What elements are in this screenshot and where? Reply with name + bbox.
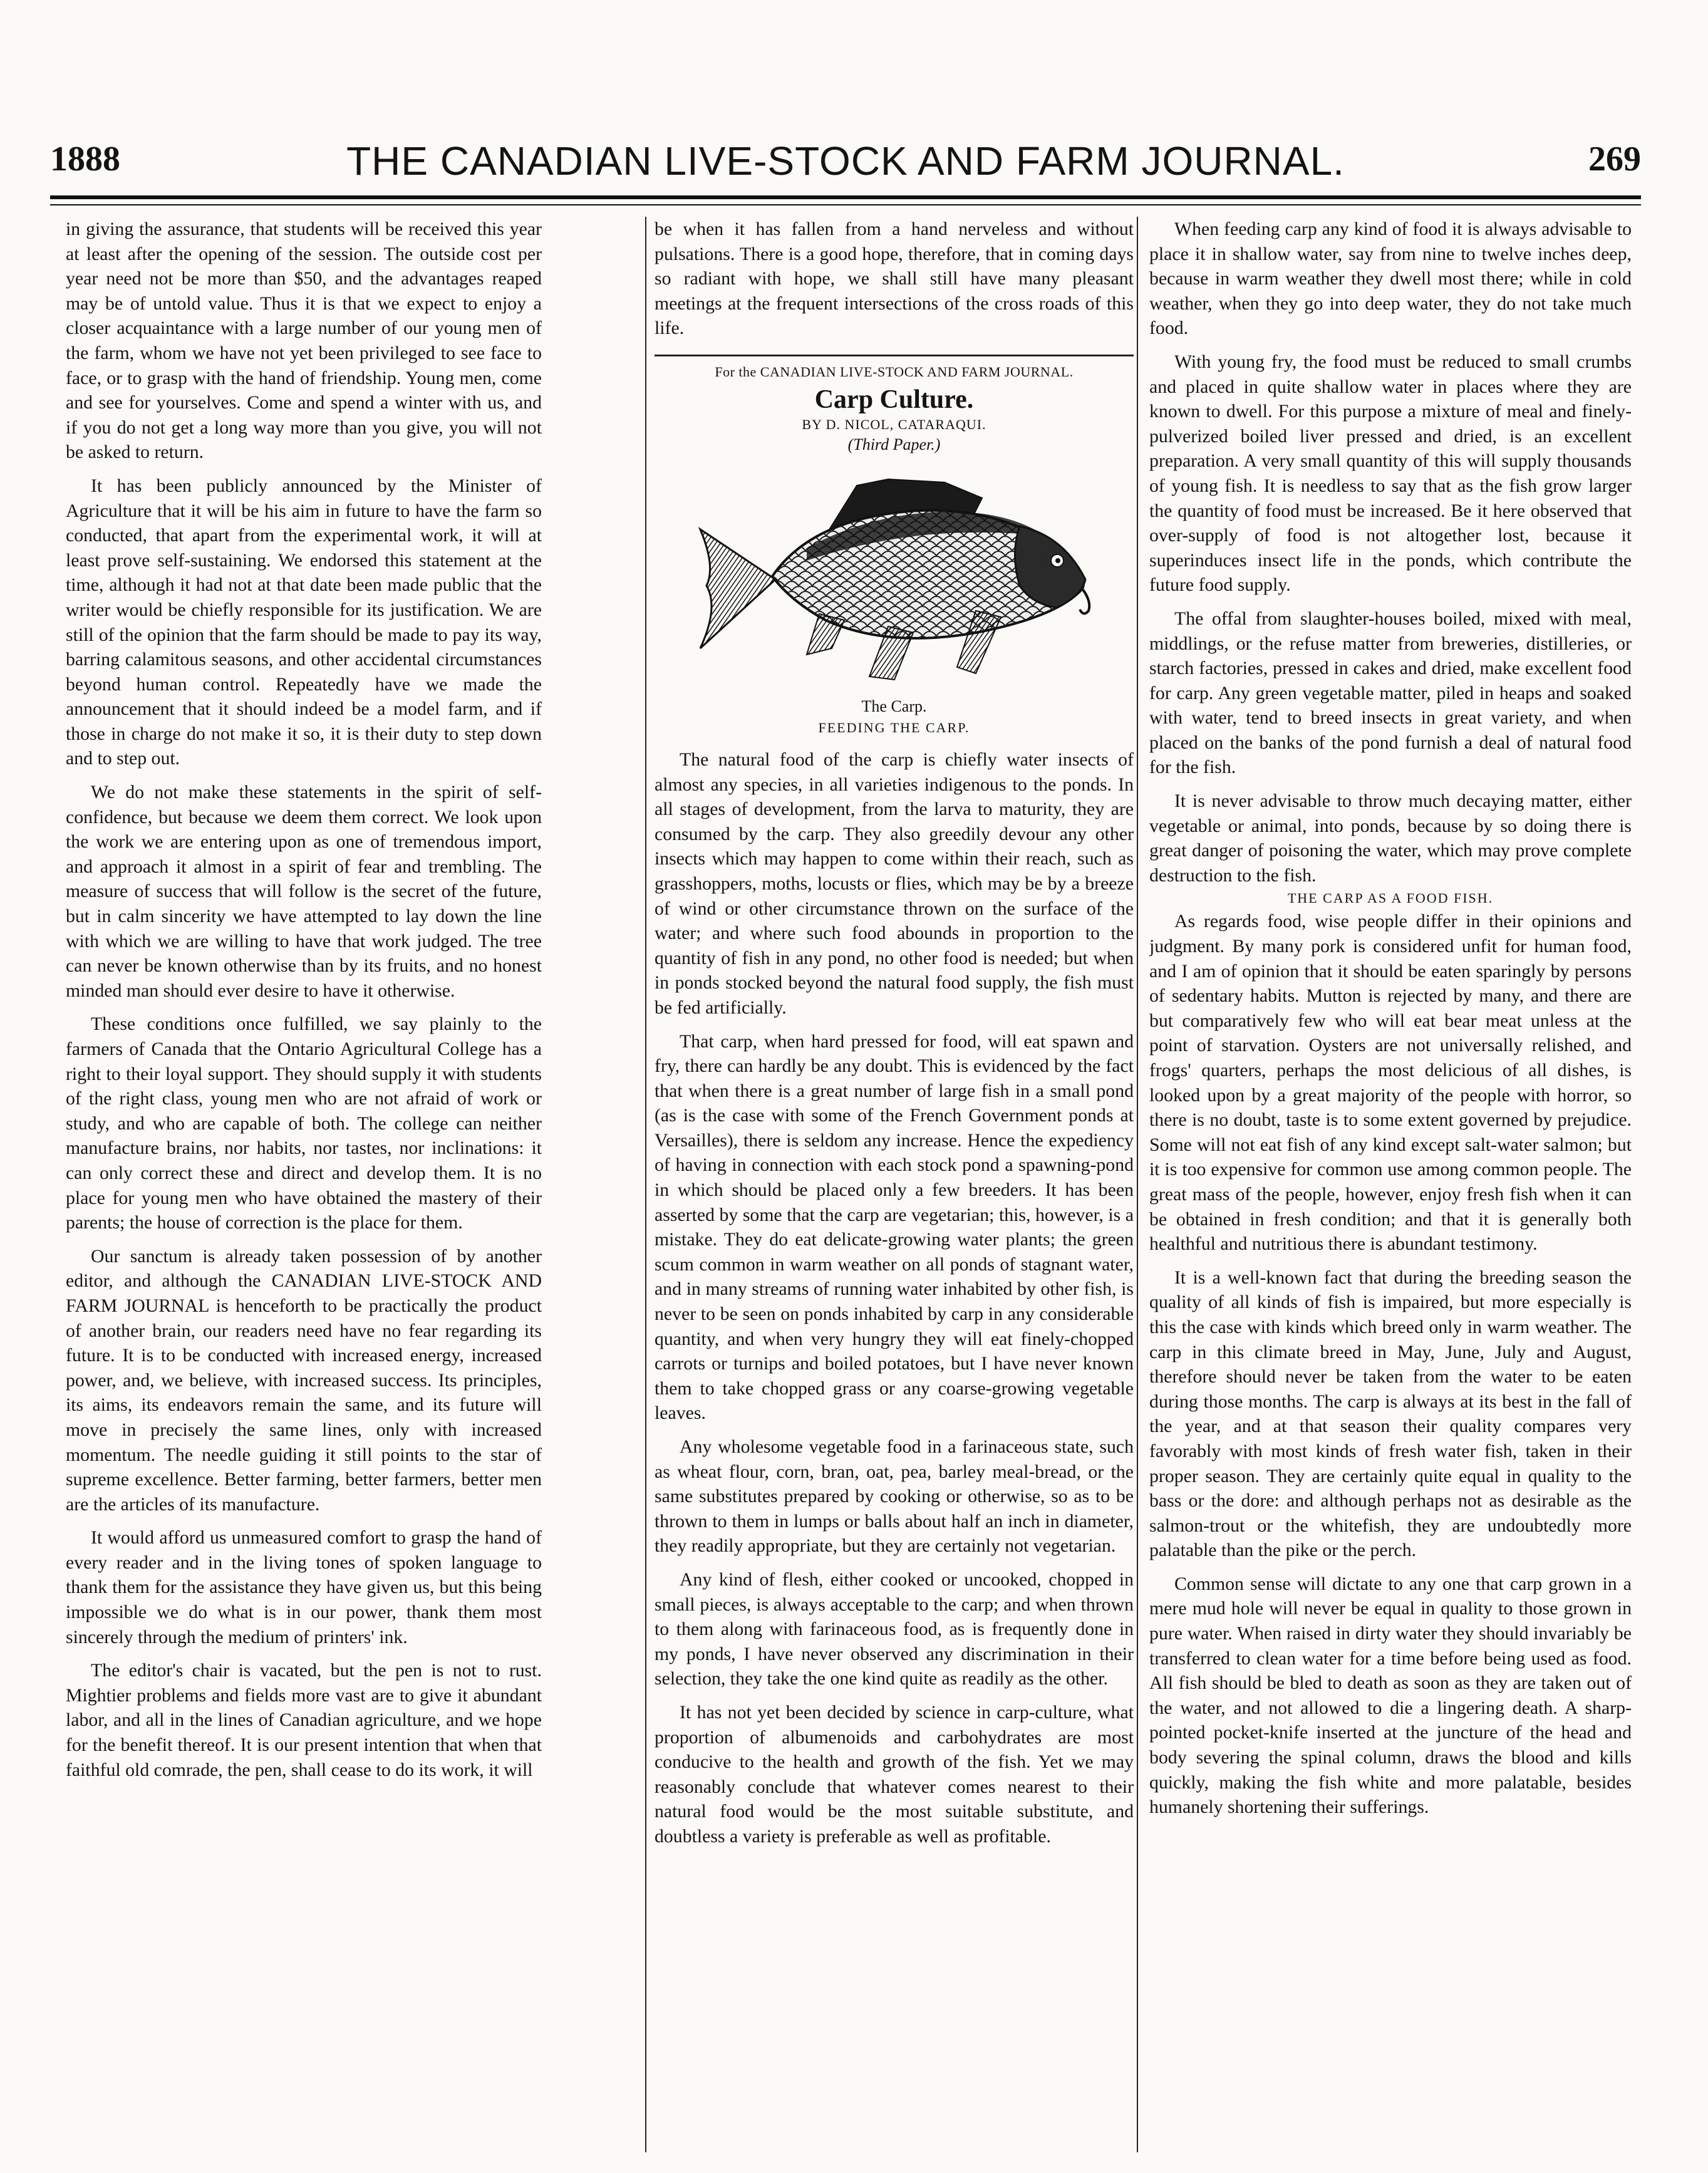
column-2 xyxy=(655,217,1134,2152)
paragraph: Any kind of flesh, either cooked or uncooked, chopped in small pieces, is always acceptable to the carp; and when thrown to them along with farinaceous food, as is frequently done in my ponds, I have never observed any discrimination in their selection, they take the one kind quite as readily as the other. xyxy=(655,1569,1134,1689)
section-heading: THE CARP AS A FOOD FISH. xyxy=(1287,890,1494,906)
journal-title: THE CANADIAN LIVE-STOCK AND FARM JOURNAL. xyxy=(346,138,1345,184)
header-rule-thick xyxy=(50,195,1641,199)
paragraph: We do not make these statements in the spirit of self-confidence, but because we deem them correct. We look upon the work we are entering upon as one of tremendous import, and approach it almost in a spirit of fear and trembling. The measure of success that will follow is the secret of the future, but in calm sincerity we have attempted to lay down the line with which we are willing to have that work judged. The tree can never be known otherwise than by its fruits, and no honest minded man should ever desire to have it otherwise. xyxy=(66,782,542,1001)
article-byline: BY D. NICOL, CATARAQUI. xyxy=(802,416,986,432)
article-credit: For the CANADIAN LIVE-STOCK AND FARM JOURNAL. xyxy=(655,355,1134,381)
paragraph: Our sanctum is already taken possession of by another editor, and although the CANADIAN LIVE-STOCK AND FARM JOURNAL is henceforth to be practically the product of another brain, our readers need have no fear regarding its future. It is to be conducted with increased energy, increased power, and, we believe, with increased success. Its principles, its aims, its endeavors remain the same, and its future will move in precisely the same lines, only with increased momentum. The needle guiding it still points to the star of supreme excellence. Better farming, better farmers, better men are the articles of its manufacture. xyxy=(66,1245,542,1515)
page-number: 269 xyxy=(1588,140,1641,179)
column-divider xyxy=(645,217,646,2152)
paragraph: Any wholesome vegetable food in a farinaceous state, such as wheat flour, corn, bran, oat, pea, barley meal-bread, or the same substitutes prepared by cooking or otherwise, so as to be thrown to them in lumps or balls about half an inch in diameter, they readily appropriate, but they are certainly not vegetarian. xyxy=(655,1436,1134,1557)
paragraph: The offal from slaughter-houses boiled, mixed with meal, middlings, or the refuse matter from breweries, distilleries, or starch factories, pressed in cakes and dried, make excellent food for carp. Any green vegetable matter, piled in heaps and soaked with water, tend to breed insects in great variety, and when placed on the banks of the pond furnish a deal of natural food for the fish. xyxy=(1149,608,1632,778)
page-header xyxy=(50,132,1641,194)
article-title: Carp Culture. xyxy=(814,385,974,414)
paragraph: It has been publicly announced by the Minister of Agriculture that it will be his aim in future to have the farm so conducted, that apart from the experimental work, it will at least prove self-sustaining. We endorsed this statement at the time, although it had not at that date been made public that the writer would be chiefly responsible for its justification. We are still of the opinion that the farm should be made to pay its way, barring calamitous seasons, and other accidental circumstances beyond human control. Repeatedly have we made the announcement that it should indeed be a model farm, and if those in charge do not make it so, it is their duty to step down and to step out. xyxy=(66,475,542,769)
paragraph: in giving the assurance, that students will be received this year at least after the opening of the session. The outside cost per year need not be more than $50, and the advantages reaped may be of untold value. Thus it is that we expect to enjoy a closer acquaintance with a large number of our young men of the farm, whom we have not yet been privileged to see face to face, or to grasp with the hand of friendship. Young men, come and see for yourselves. Come and spend a winter with us, and if you do not get a long way more than you give, you will not be asked to return. xyxy=(66,219,542,463)
paragraph: The natural food of the carp is chiefly water insects of almost any species, in all varieties indigenous to the ponds. In all stages of development, from the larva to maturity, they are consumed by the carp. They also greedily devour any other insects which may happen to come within their reach, such as grasshoppers, moths, locusts or flies, which may be by a breeze of wind or other circumstance thrown on the surface of the water; and where such food abounds in proportion to the quantity of fish in any pond, no other food is needed; but when in ponds stocked beyond the natural food supply, the fish must be fed artificially. xyxy=(655,749,1134,1018)
column-3 xyxy=(1149,217,1632,2152)
paragraph: Common sense will dictate to any one that carp grown in a mere mud hole will never be equal in quality to those grown in pure water. When raised in dirty water they should invariably be transferred to clean water for a time before being used as food. All fish should be bled to death as soon as they are taken out of the water, and not allowed to die a lingering death. A sharp-pointed pocket-knife inserted at the juncture of the head and body severing the spinal column, draws the blood and kills quickly, making the fish white and more palatable, besides humanely shortening their sufferings. xyxy=(1149,1573,1632,1818)
paragraph: When feeding carp any kind of food it is always advisable to place it in shallow water, say from nine to twelve inches deep, because in warm weather they dwell most there; while in cold weather, when they go into deep water, they do not take much food. xyxy=(1149,219,1632,339)
paragraph: It is never advisable to throw much decaying matter, either vegetable or animal, into ponds, because by so doing there is great danger of poisoning the water, which may prove complete destruction to the fish. xyxy=(1149,791,1632,886)
paragraph: That carp, when hard pressed for food, will eat spawn and fry, there can hardly be any doubt. This is evidenced by the fact that when there is a great number of large fish in a small pond (as is the case with some of the French Government ponds at Versailles), there is seldom any increase. Hence the expediency of having in connection with each stock pond a spawning-pond in which should be placed only a few breeders. It has been asserted by some that the carp are vegetarian; this, however, is a mistake. They do eat delicate-growing water plants; the green scum common in warm weather on all ponds of stagnant water, and in many streams of running water inhabited by other fish, is never to be seen on ponds inhabited by carp in any considerable quantity, and when very hungry they will eat finely-chopped carrots or turnips and boiled potatoes, but I have never known them to take chopped grass or any coarse-growing vegetable leaves. xyxy=(655,1030,1134,1424)
paragraph: As regards food, wise people differ in their opinions and judgment. By many pork is considered unfit for human food, and I am of opinion that it should be eaten sparingly by persons of sedentary habits. Mutton is rejected by many, and there are but comparatively few who will eat bear meat unless at the point of starvation. Oysters are not universally relished, and frogs' quarters, perhaps the most delicious of all dishes, is looked upon by a great majority of the people with horror, so there is no doubt, taste is to some extent governed by prejudice. Some will not eat fish of any kind except salt-water salmon; but it is too expensive for common use among common people. The great mass of the people, however, enjoy fresh fish when it can be obtained in fresh condition; and that it is generally both healthful and nutritious there is abundant testimony. xyxy=(1149,911,1632,1255)
paragraph: It has not yet been decided by science in carp-culture, what proportion of albumenoids and carbohydrates are most conducive to the health and growth of the fish. Yet we may reasonably conclude that whatever comes nearest to their natural food would be the most suitable substitute, and doubtless a variety is preferable as well as profitable. xyxy=(655,1701,1134,1847)
paragraph: It would afford us unmeasured comfort to grasp the hand of every reader and in the living tones of spoken language to thank them for the assistance they have given us, but this being impossible we do what is in our power, thank them most sincerely through the medium of printers' ink. xyxy=(66,1527,542,1647)
paragraph: It is a well-known fact that during the breeding season the quality of all kinds of fish is impaired, but more especially is this the case with kinds which breed only in warm weather. The carp in this climate breed in May, June, July and August, therefore should never be taken from the water to be eaten during those months. The carp is always at its best in the fall of the year, and at that season their quality compares very favorably with most kinds of fresh water fish, taken in their proper season. They are certainly quite equal in quality to the bass or the dore: and although perhaps not as desirable as the salmon-trout or the whitefish, they are undoubtedly more palatable than the pike or the perch. xyxy=(1149,1267,1632,1561)
section-heading: FEEDING THE CARP. xyxy=(818,719,970,735)
column-divider xyxy=(1137,217,1138,2152)
header-rule-thin xyxy=(50,204,1641,205)
column-1 xyxy=(66,217,542,2152)
article-part: (Third Paper.) xyxy=(847,435,941,454)
header-year: 1888 xyxy=(50,140,120,179)
figure-caption: The Carp. xyxy=(861,697,927,715)
paragraph: be when it has fallen from a hand nerveless and without pulsations. There is a good hope, therefore, that in coming days so radiant with hope, we shall still have many pleasant meetings at the frequent intersections of the cross roads of this life. xyxy=(655,219,1134,339)
paragraph: With young fry, the food must be reduced to small crumbs and placed in quite shallow water in places where they are known to dwell. For this purpose a mixture of meal and finely-pulverized boiled liver pressed and dried, is an excellent preparation. A very small quantity of this will supply thousands of young fish. It is needless to say that as the fish grow larger the quantity of food must be increased. Be it here observed that over-supply of food is not altogether lost, because it superinduces insect life in the ponds, which contribute the future food supply. xyxy=(1149,351,1632,596)
paragraph: The editor's chair is vacated, but the pen is not to rust. Mightier problems and fields more vast are to give it abundant labor, and all in the lines of Canadian agriculture, and we hope for the benefit thereof. It is our present intention that when that faithful old comrade, the pen, shall cease to do its work, it will xyxy=(66,1660,542,1780)
carp-illustration-icon xyxy=(681,460,1107,692)
paragraph: These conditions once fulfilled, we say plainly to the farmers of Canada that the Ontario Agricultural College has a right to their loyal support. They should supply it with students of the right class, young men who are not afraid of work or study, and who are capable of both. The college can neither manufacture brains, nor habits, nor tastes, nor inclinations: it can only correct these and direct and develop them. It is no place for young men who have obtained the mastery of their parents; the house of correction is the place for them. xyxy=(66,1014,542,1233)
